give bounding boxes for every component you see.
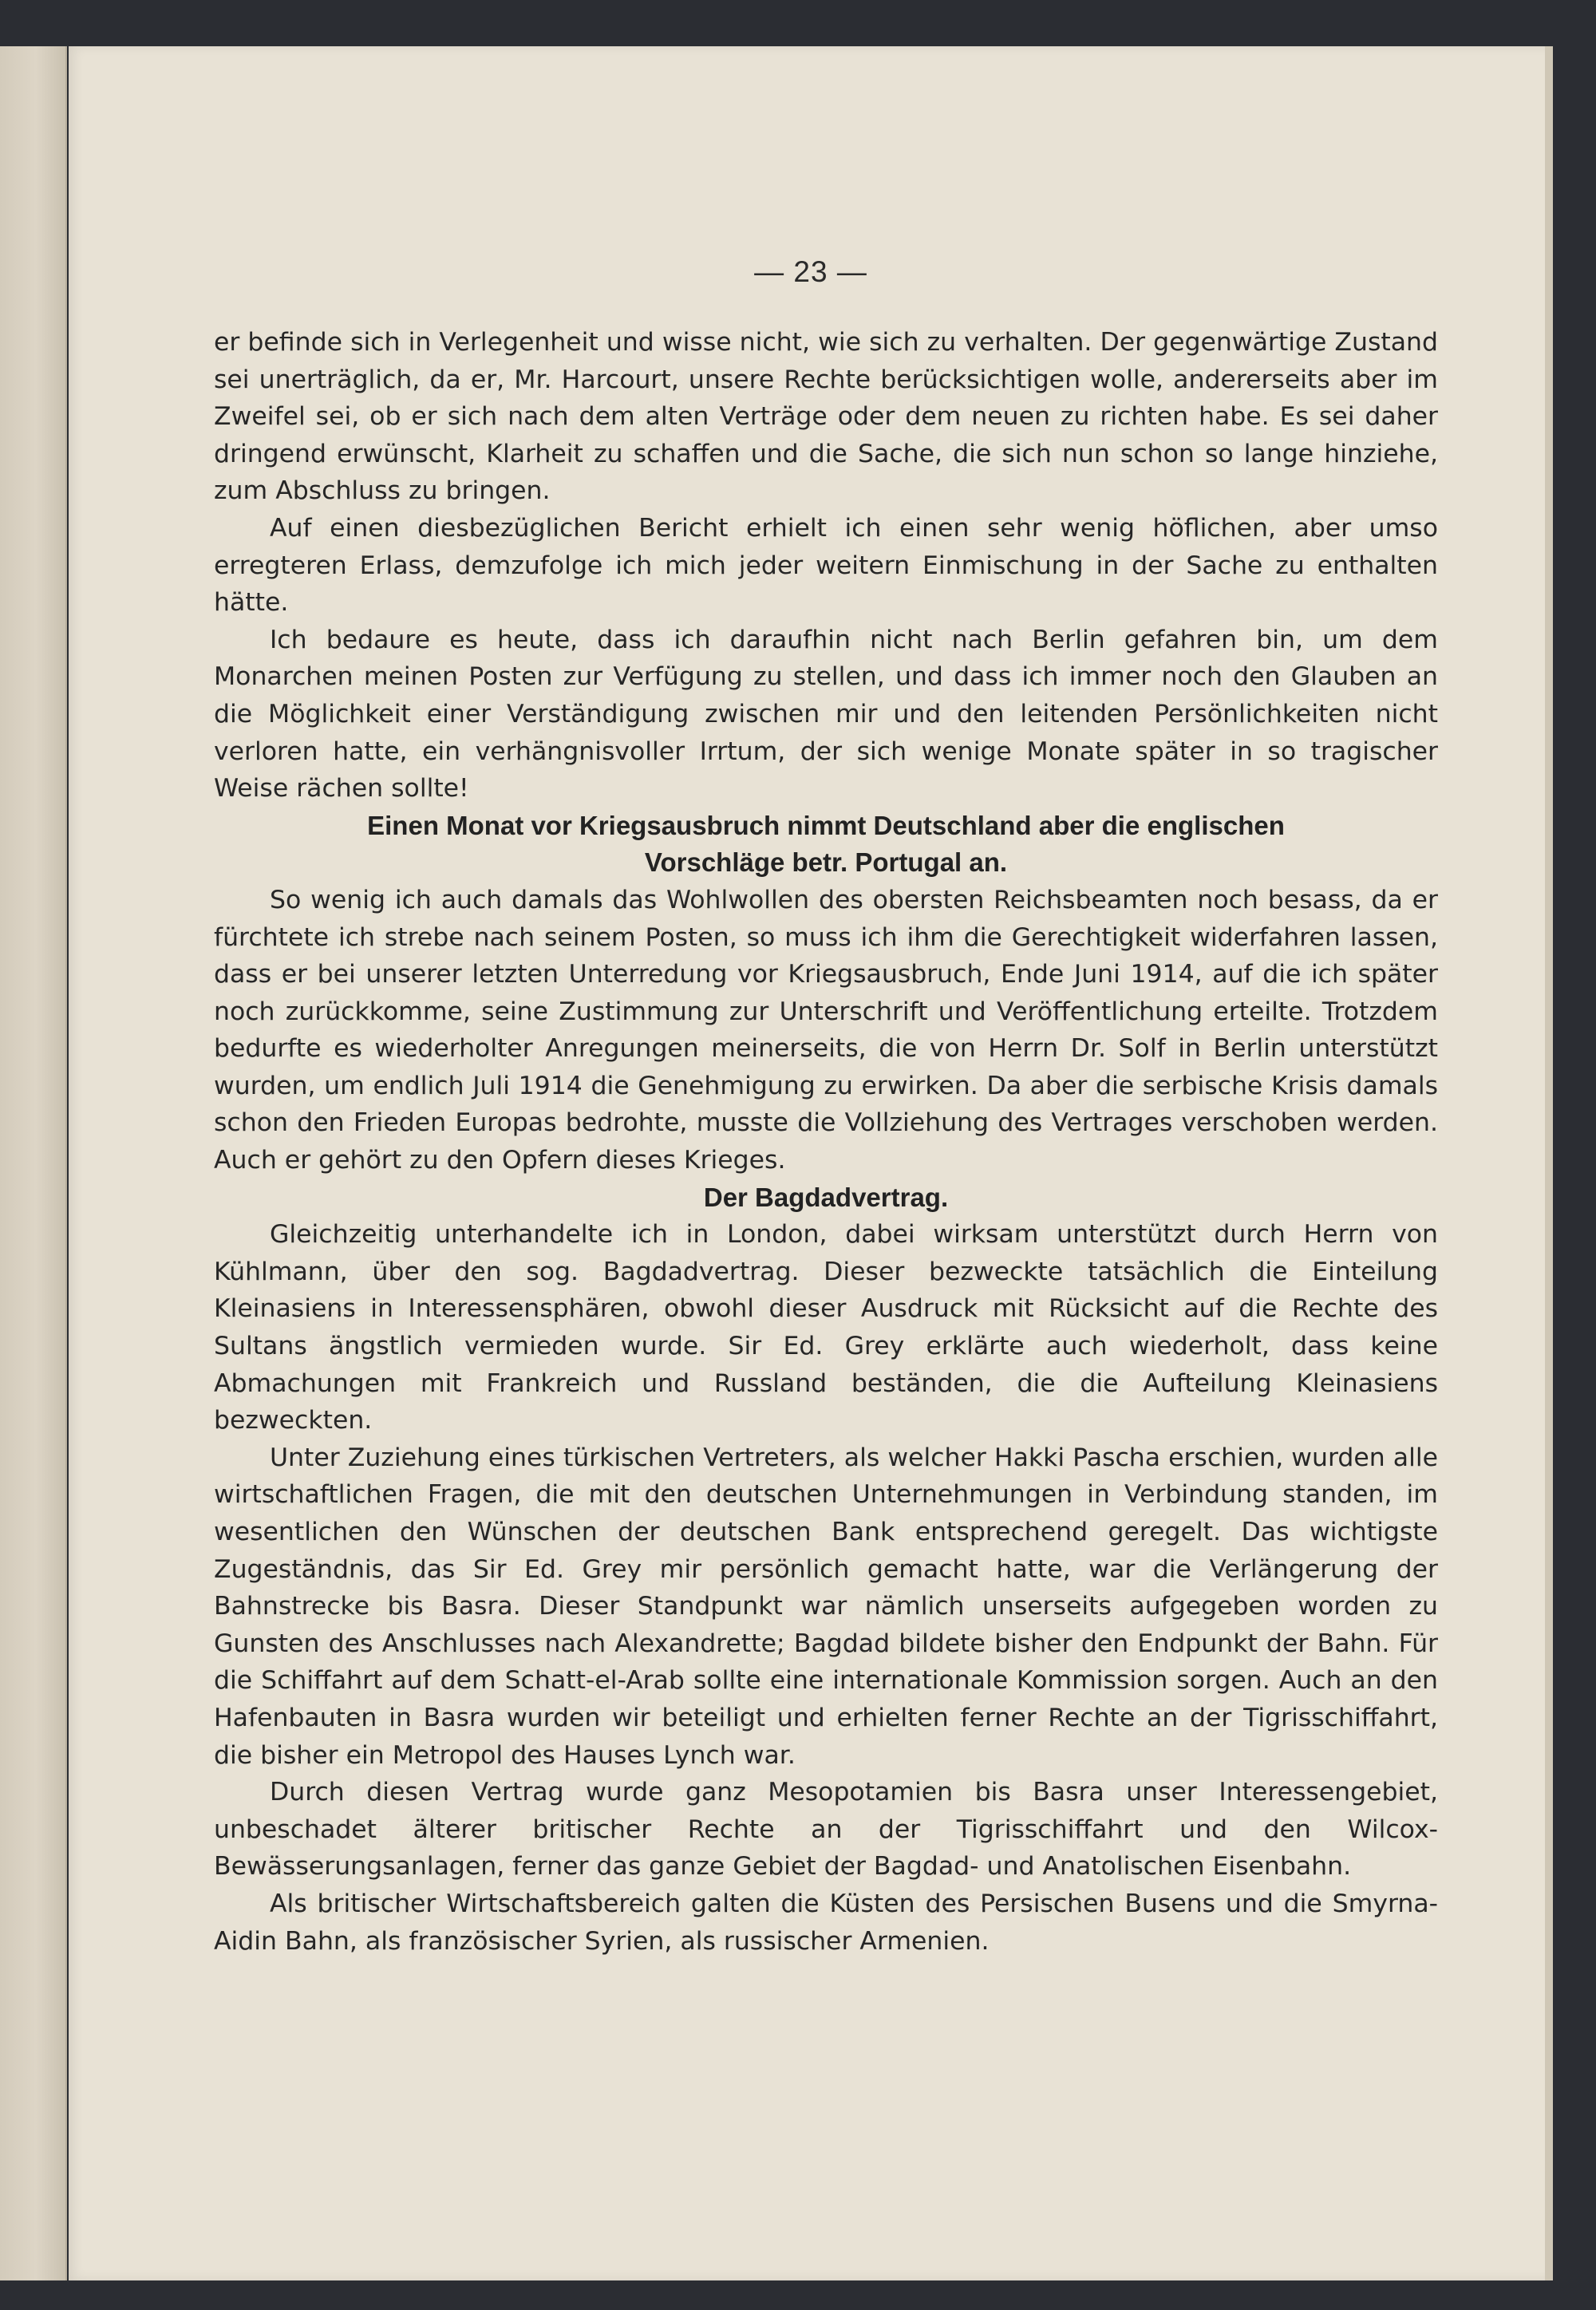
section-heading-portugal-line-1: Einen Monat vor Kriegsausbruch nimmt Deutschland aber die englischen	[367, 810, 1285, 840]
document-page	[69, 46, 1553, 2280]
paragraph-5: Gleichzeitig unterhandelte ich in London, dabei wirksam unterstützt durch Herrn von Kühlmann, über den sog. Bagdadvertrag. Dieser bezweckte tatsächlich die Einteilung Kleinasiens in Interessensphären, obwohl dieser Ausdruck mit Rücksicht auf die Rechte des Sultans ängstlich vermieden wurde. Sir Ed. Grey erklärte auch wiederholt, dass keine Abmachungen mit Frankreich und Russland beständen, die die Aufteilung Kleinasiens bezweckten.	[214, 1220, 1438, 1435]
paragraph-4: So wenig ich auch damals das Wohlwollen des obersten Reichsbeamten noch besass, da er fürchtete ich strebe nach seinem Posten, so muss ich ihm die Gerechtigkeit widerfahren lassen, dass er bei unserer letzten Unterredung vor Kriegsausbruch, Ende Juni 1914, auf die ich später noch zurückkomme, seine Zustimmung zur Unterschrift und Veröffentlichung erteilte. Trotzdem bedurfte es wiederholter Anregungen meinerseits, die von Herrn Dr. Solf in Berlin unterstützt wurden, um endlich Juli 1914 die Genehmigung zu erwirken. Da aber die serbische Krisis damals schon den Frieden Europas bedrohte, musste die Vollziehung des Vertrages verschoben werden. Auch er gehört zu den Opfern dieses Krieges.	[214, 885, 1438, 1175]
paragraph-2: Auf einen diesbezüglichen Bericht erhielt ich einen sehr wenig höflichen, aber umso erregteren Erlass, demzufolge ich mich jeder weitern Einmischung in der Sache zu enthalten hätte.	[214, 513, 1438, 618]
section-heading-bagdadvertrag: Der Bagdadvertrag.	[703, 1182, 949, 1212]
section-heading-portugal	[214, 808, 1438, 882]
adjacent-page-edge	[0, 46, 67, 2280]
paragraph-1: er befinde sich in Verlegenheit und wisse nicht, wie sich zu verhalten. Der gegenwärtige Zustand sei unerträglich, da er, Mr. Harcourt, unsere Rechte berücksichtigen wolle, andererseits aber im Zweifel sei, ob er sich nach dem alten Verträge oder dem neuen zu richten habe. Es sei daher dringend erwünscht, Klarheit zu schaffen und die Sache, die sich nun schon so lange hinziehe, zum Abschluss zu bringen.	[214, 328, 1438, 506]
body-text	[214, 324, 1438, 1960]
section-heading-portugal-line-2: Vorschläge betr. Portugal an.	[644, 847, 1008, 878]
paragraph-6: Unter Zuziehung eines türkischen Vertreters, als welcher Hakki Pascha erschien, wurden alle wirtschaftlichen Fragen, die mit den deutschen Unternehmungen in Verbindung standen, im wesentlichen den Wünschen der deutschen Bank entsprechend geregelt. Das wichtigste Zugeständnis, das Sir Ed. Grey mir persönlich gemacht hatte, war die Verlängerung der Bahnstrecke bis Basra. Dieser Standpunkt war nämlich unserseits aufgegeben worden zu Gunsten des Anschlusses nach Alexandrette; Bagdad bildete bisher den Endpunkt der Bahn. Für die Schiffahrt auf dem Schatt-el-Arab sollte eine internationale Kommission sorgen. Auch an den Hafenbauten in Basra wurden wir beteiligt und erhielten ferner Rechte an der Tigrisschiffahrt, die bisher ein Metropol des Hauses Lynch war.	[214, 1443, 1438, 1770]
page-right-edge	[1545, 46, 1553, 2280]
paragraph-8: Als britischer Wirtschaftsbereich galten die Küsten des Persischen Busens und die Smyrna-Aidin Bahn, als französischer Syrien, als russischer Armenien.	[214, 1889, 1438, 1956]
page-number: — 23 —	[754, 255, 867, 288]
paragraph-3: Ich bedaure es heute, dass ich daraufhin nicht nach Berlin gefahren bin, um dem Monarchen meinen Posten zur Verfügung zu stellen, und dass ich immer noch den Glauben an die Möglichkeit einer Verständigung zwischen mir und den leitenden Persönlichkeiten nicht verloren hatte, ein verhängnisvoller Irrtum, der sich wenige Monate später in so tragischer Weise rächen sollte!	[214, 625, 1438, 804]
paragraph-7: Durch diesen Vertrag wurde ganz Mesopotamien bis Basra unser Interessengebiet, unbeschadet älterer britischer Rechte an der Tigrisschiffahrt und den Wilcox-Bewässerungsanlagen, ferner das ganze Gebiet der Bagdad- und Anatolischen Eisenbahn.	[214, 1778, 1438, 1882]
